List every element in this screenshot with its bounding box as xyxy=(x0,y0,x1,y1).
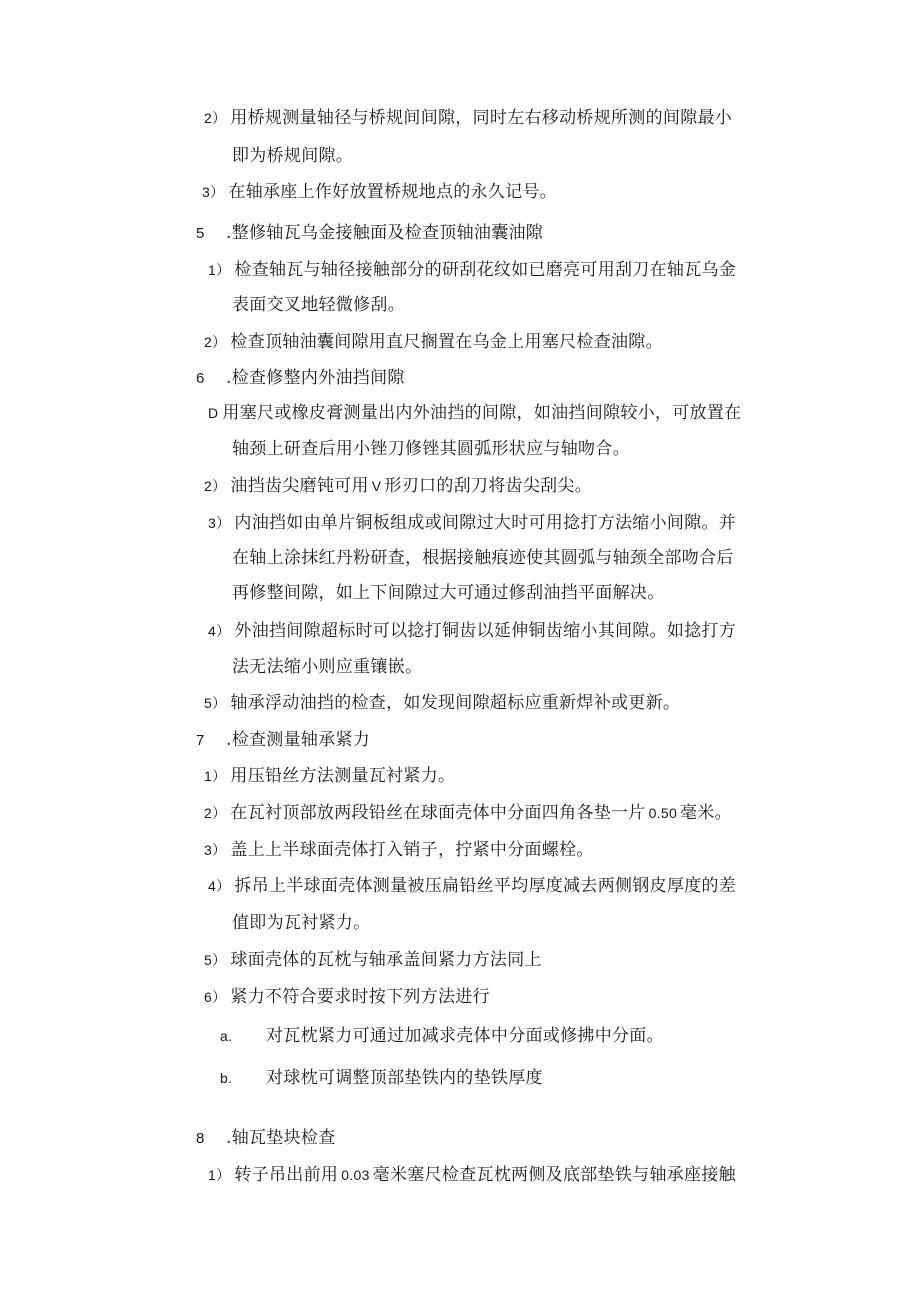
item-letter: a. xyxy=(220,1028,233,1044)
item-7-2 xyxy=(204,801,732,825)
item-8-1-line-1 xyxy=(208,1163,736,1187)
item-text: 在瓦衬顶部放两段铅丝在球面壳体中分面四角各垫一片 xyxy=(230,803,646,823)
item-text: 油挡齿尖磨钝可用 xyxy=(230,476,369,496)
item-number: 2） xyxy=(204,334,227,350)
item-7-5 xyxy=(204,948,542,972)
item-7-4-line-2 xyxy=(232,911,370,935)
item-6-1-line-2 xyxy=(232,437,630,461)
item-text: 对瓦枕紧力可通过加减求壳体中分面或修拂中分面。 xyxy=(266,1026,664,1046)
item-number: 2） xyxy=(204,110,227,126)
item-text: 球面壳体的瓦枕与轴承盖间紧力方法同上 xyxy=(230,950,542,970)
item-6-5 xyxy=(204,691,680,715)
item-6-2 xyxy=(204,474,592,498)
item-text: 内油挡如由单片铜板组成或间隙过大时可用捻打方法缩小间隙。并 xyxy=(234,513,737,533)
item-text-latin: V xyxy=(371,478,382,494)
section-number: 7 xyxy=(196,732,205,749)
item-7-1 xyxy=(204,764,455,788)
item-text: 对球枕可调整顶部垫铁内的垫铁厚度 xyxy=(266,1068,543,1088)
item-text: 值即为瓦衬紧力。 xyxy=(232,913,371,933)
item-7-6-a xyxy=(220,1024,664,1048)
item-text-number: 0.03 xyxy=(341,1167,370,1183)
item-number: 3） xyxy=(208,515,231,531)
item-text: 轴颈上研查后用小锉刀修锉其圆弧形状应与轴吻合。 xyxy=(232,439,630,459)
item-6-4-line-2 xyxy=(232,655,422,679)
item-text: 用塞尺或橡皮膏测量出内外油挡的间隙，如油挡间隙较小，可放置在 xyxy=(222,403,742,423)
item-7-4-line-1 xyxy=(208,874,736,898)
item-text: 再修整间隙，如上下间隙过大可通过修刮油挡平面解决。 xyxy=(232,583,665,603)
item-text: 外油挡间隙超标时可以捻打铜齿以延伸铜齿缩小其间隙。如捻打方 xyxy=(234,621,737,641)
section-title: .整修轴瓦乌金接触面及检查顶轴油囊油隙 xyxy=(226,223,544,243)
section-number: 8 xyxy=(196,1130,205,1147)
item-number: 2） xyxy=(204,805,227,821)
item-text-cont: 毫米塞尺检查瓦枕两侧及底部垫铁与轴承座接触 xyxy=(372,1165,736,1185)
item-number: 4） xyxy=(208,878,231,894)
section-8-heading xyxy=(196,1126,336,1151)
item-text: 轴承浮动油挡的检查，如发现间隙超标应重新焊补或更新。 xyxy=(230,693,681,713)
item-5-1-line-2 xyxy=(232,293,405,317)
item-letter: b. xyxy=(220,1070,233,1086)
item-number: 6） xyxy=(204,989,227,1005)
item-5-2 xyxy=(204,330,663,354)
item-6-4-line-1 xyxy=(208,619,736,643)
item-7-3 xyxy=(204,838,594,862)
item-7-6 xyxy=(204,985,490,1009)
item-4-3 xyxy=(202,180,557,204)
item-number: 1） xyxy=(208,1167,231,1183)
item-7-6-b xyxy=(220,1066,543,1090)
item-text-cont: 形刃口的刮刀将齿尖刮尖。 xyxy=(384,476,593,496)
section-title: .轴瓦垫块检查 xyxy=(226,1128,336,1148)
item-text: 拆吊上半球面壳体测量被压扁铅丝平均厚度减去两侧钢皮厚度的差 xyxy=(234,876,737,896)
item-text: 检查顶轴油囊间隙用直尺搁置在乌金上用塞尺检查油隙。 xyxy=(230,332,663,352)
item-number: 5） xyxy=(204,952,227,968)
item-number: 3） xyxy=(204,842,227,858)
item-number: 1） xyxy=(208,262,231,278)
item-text: 在轴上涂抹红丹粉研查，根据接触痕迹使其圆弧与轴颈全部吻合后 xyxy=(232,548,734,568)
item-number: 4） xyxy=(208,623,231,639)
item-text: 法无法缩小则应重镶嵌。 xyxy=(232,657,423,677)
item-text: 在轴承座上作好放置桥规地点的永久记号。 xyxy=(228,182,558,202)
item-6-1-line-1 xyxy=(208,401,741,425)
item-6-3-line-2 xyxy=(232,546,734,570)
item-text: 盖上上半球面壳体打入销子，拧紧中分面螺栓。 xyxy=(230,840,594,860)
item-text: 紧力不符合要求时按下列方法进行 xyxy=(230,987,490,1007)
item-4-2-line-2 xyxy=(232,144,353,168)
item-5-1-line-1 xyxy=(208,258,736,282)
section-number: 6 xyxy=(196,370,205,387)
item-text-number: 0.50 xyxy=(648,805,678,821)
section-number: 5 xyxy=(196,225,205,242)
item-number: 5） xyxy=(204,695,227,711)
item-number: 2） xyxy=(204,478,227,494)
item-6-3-line-3 xyxy=(232,581,665,605)
item-text: 用压铅丝方法测量瓦衬紧力。 xyxy=(230,766,456,786)
item-number: 1） xyxy=(204,768,227,784)
item-text: 检查轴瓦与轴径接触部分的研刮花纹如已磨亮可用刮刀在轴瓦乌金 xyxy=(234,260,737,280)
section-title: .检查修整内外油挡间隙 xyxy=(226,368,405,388)
item-6-3-line-1 xyxy=(208,511,736,535)
item-number: D xyxy=(208,405,219,421)
item-text: 用桥规测量轴径与桥规间间隙，同时左右移动桥规所测的间隙最小 xyxy=(230,108,733,128)
item-text: 表面交叉地轻微修刮。 xyxy=(232,295,405,315)
section-7-heading xyxy=(196,728,370,753)
section-title: .检查测量轴承紧力 xyxy=(226,730,371,750)
item-text: 即为桥规间隙。 xyxy=(232,146,354,166)
item-4-2-line-1 xyxy=(204,106,732,130)
item-number: 3） xyxy=(202,184,225,200)
section-5-heading xyxy=(196,221,543,246)
item-text-cont: 毫米。 xyxy=(680,803,732,823)
item-text: 转子吊出前用 xyxy=(234,1165,339,1185)
section-6-heading xyxy=(196,366,405,391)
